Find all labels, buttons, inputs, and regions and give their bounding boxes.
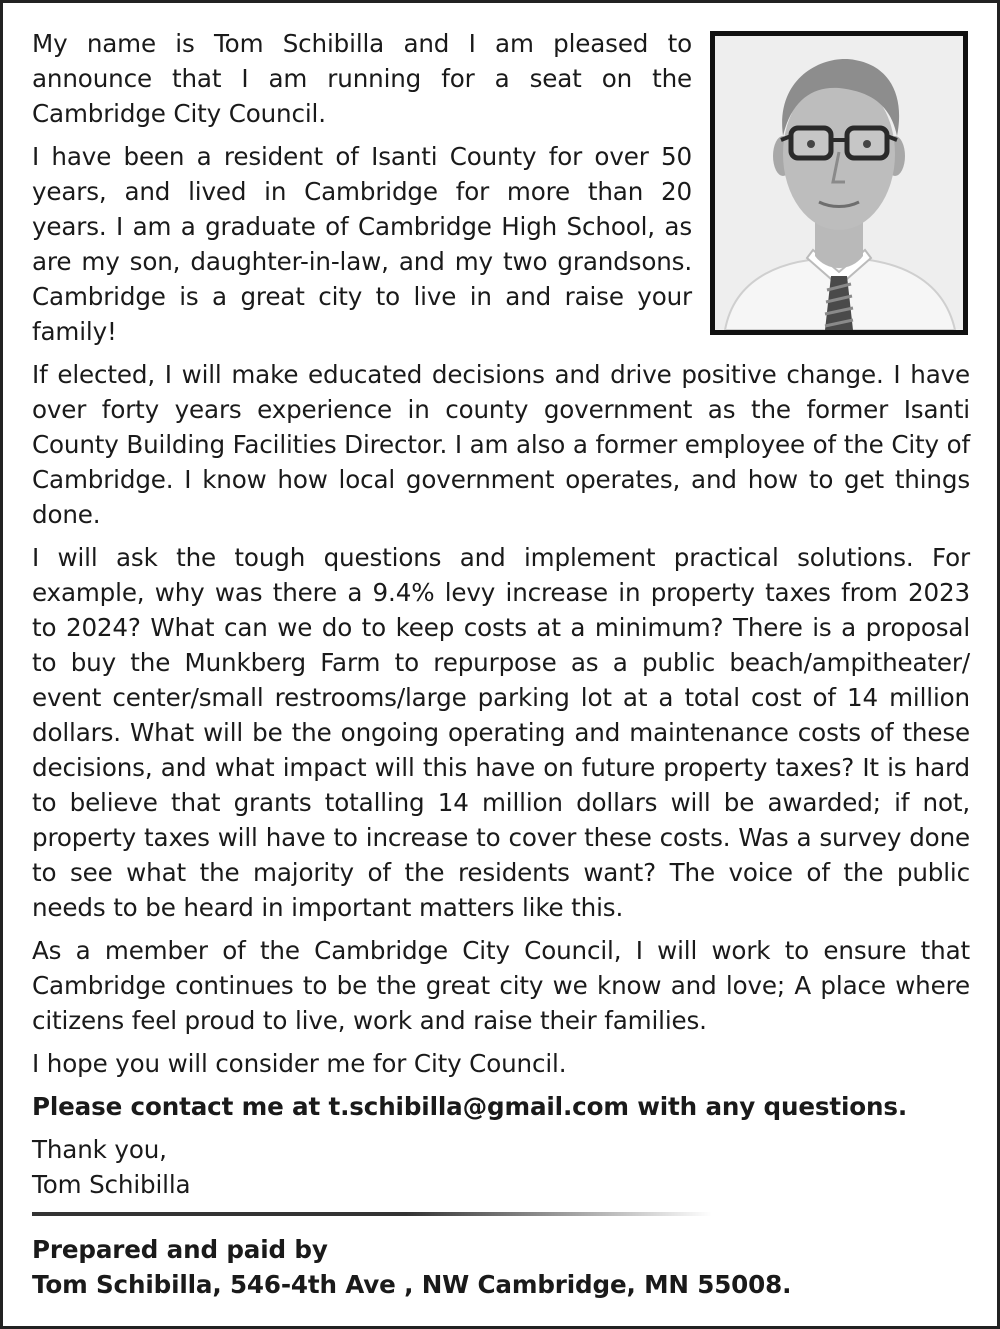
signature-name: Tom Schibilla <box>32 1170 191 1199</box>
contact-paragraph: Please contact me at t.schibilla@gmail.com with any questions. <box>32 1092 908 1121</box>
footer-line-1: Prepared and paid by <box>32 1235 328 1264</box>
resident-paragraph: I have been a resident of Isanti County for over 50 years, and lived in Cambridge for more than 20 years. I am a graduate of Cambridge High School, as are my son, daughter-in-law, and my two grandsons. Cambridge is a great city to live in and raise your family! <box>32 142 692 346</box>
footer-line-2: Tom Schibilla, 546-4th Ave , NW Cambridge, MN 55008. <box>32 1270 792 1299</box>
disclaimer-footer <box>32 1232 970 1302</box>
consider-paragraph: I hope you will consider me for City Council. <box>32 1049 567 1078</box>
ad-content <box>32 26 970 1302</box>
elected-paragraph: If elected, I will make educated decisions and drive positive change. I have over forty years experience in county government as the former Isanti County Building Facilities Director. I am also a former employee of the City of Cambridge. I know how local government operates, and how to get things done. <box>32 360 970 529</box>
candidate-photo <box>710 31 968 335</box>
portrait-illustration <box>715 36 963 330</box>
intro-paragraph: My name is Tom Schibilla and I am pleased to announce that I am running for a seat on the Cambridge City Council. <box>32 29 692 128</box>
questions-paragraph: I will ask the tough questions and implement practical solutions. For example, why was there a 9.4% levy increase in property taxes from 2023 to 2024? What can we do to keep costs at a minimum? There is a proposal to buy the Munkberg Farm to repurpose as a public beach/ampitheater/ event center/small restrooms/large parking lot at a total cost of 14 million dollars. What will be the ongoing operating and maintenance costs of these decisions, and what impact will this have on future property taxes? It is hard to believe that grants totalling 14 million dollars will be awarded; if not, property taxes will have to increase to cover these costs. Was a survey done to see what the majority of the residents want? The voice of the public needs to be heard in important matters like this. <box>32 543 970 922</box>
divider-rule <box>32 1212 712 1216</box>
member-paragraph: As a member of the Cambridge City Council, I will work to ensure that Cambridge continues to be the great city we know and love; A place where citizens feel proud to live, work and raise their families. <box>32 936 970 1035</box>
signature-closing: Thank you, <box>32 1135 167 1164</box>
